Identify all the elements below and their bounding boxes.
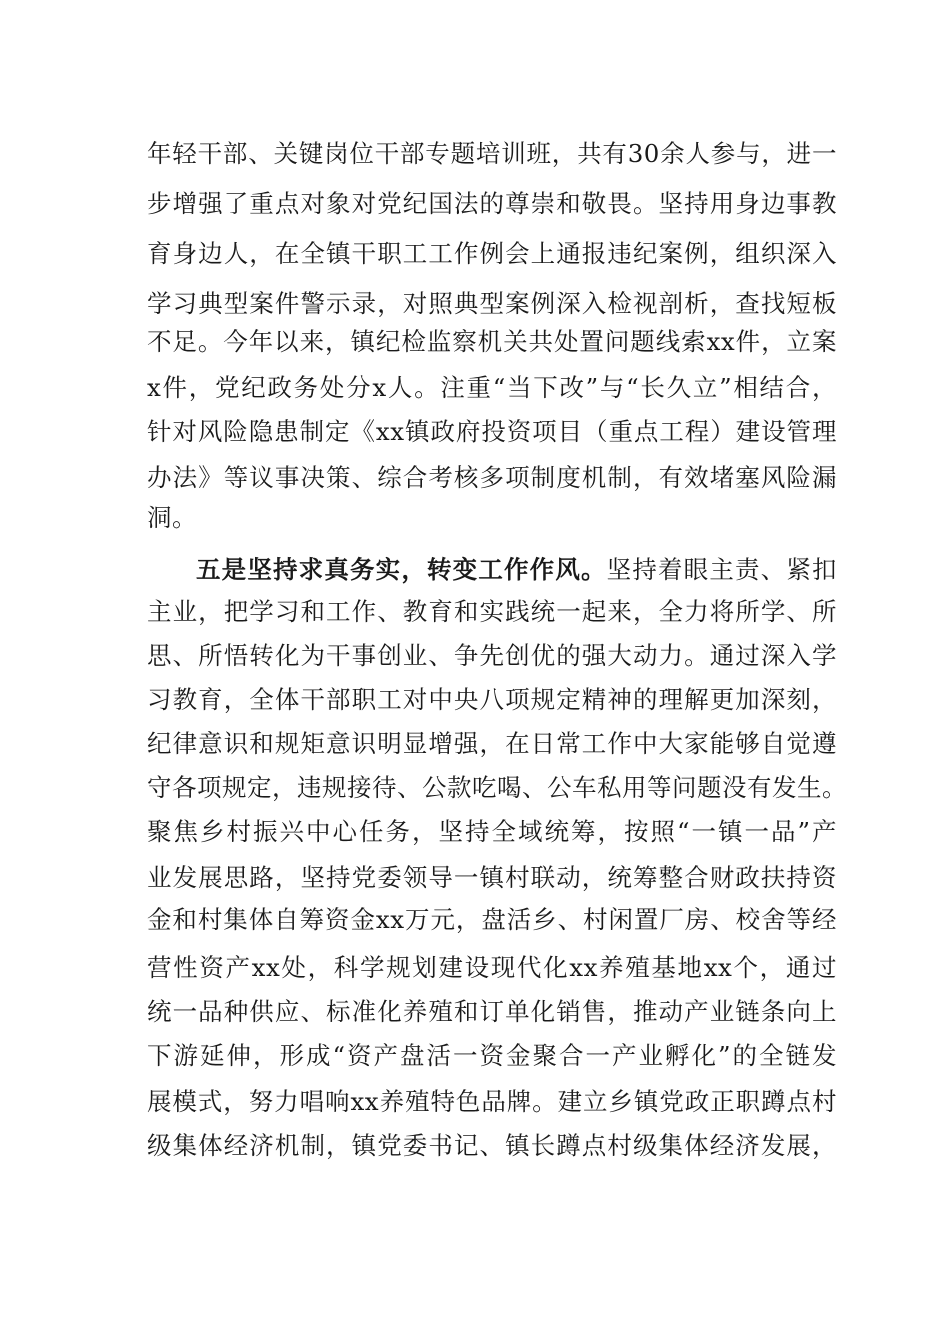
paragraph-1-line-1: 年轻干部、关键岗位干部专题培训班，共有30余人参与，进一 (147, 139, 837, 168)
paragraph-1-line-8: 办法》等议事决策、综合考核多项制度机制，有效堵塞风险漏 (147, 463, 837, 492)
paragraph-2-line-5: 纪律意识和规矩意识明显增强，在日常工作中大家能够自觉遵 (147, 729, 837, 758)
paragraph-1-line-2: 步增强了重点对象对党纪国法的尊崇和敬畏。坚持用身边事教 (147, 189, 837, 218)
paragraph-2-line-6: 守各项规定，违规接待、公款吃喝、公车私用等问题没有发生。 (147, 773, 847, 802)
paragraph-2-line-8: 业发展思路，坚持党委领导一镇村联动，统筹整合财政扶持资 (147, 863, 837, 892)
paragraph-1-line-7: 针对风险隐患制定《xx镇政府投资项目（重点工程）建设管理 (147, 417, 837, 446)
paragraph-2-line-14: 级集体经济机制，镇党委书记、镇长蹲点村级集体经济发展， (147, 1131, 837, 1160)
paragraph-2-line-12: 下游延伸，形成“资产盘活一资金聚合一产业孵化”的全链发 (147, 1041, 837, 1070)
paragraph-1-line-9: 洞。 (147, 503, 197, 532)
paragraph-2-line-7: 聚焦乡村振兴中心任务，坚持全域统筹，按照“一镇一品”产 (147, 817, 837, 846)
paragraph-2-line-2: 主业，把学习和工作、教育和实践统一起来，全力将所学、所 (147, 597, 837, 626)
paragraph-1-line-3: 育身边人，在全镇干职工工作例会上通报违纪案例，组织深入 (147, 239, 837, 268)
paragraph-1-line-4: 学习典型案件警示录，对照典型案例深入检视剖析，查找短板 (147, 289, 837, 318)
paragraph-2-line-11: 统一品种供应、标准化养殖和订单化销售，推动产业链条向上 (147, 997, 837, 1026)
paragraph-2-line-10: 营性资产xx处，科学规划建设现代化xx养殖基地xx个，通过 (147, 953, 837, 982)
paragraph-2-line-1 (196, 548, 837, 592)
paragraph-2-line-1-text: 坚持着眼主责、紧扣 (606, 555, 838, 584)
paragraph-1-line-5: 不足。今年以来，镇纪检监察机关共处置问题线索xx件，立案 (147, 327, 837, 356)
paragraph-2-line-13: 展模式，努力唱响xx养殖特色品牌。建立乡镇党政正职蹲点村 (147, 1087, 837, 1116)
paragraph-1-line-6: x件，党纪政务处分x人。注重“当下改”与“长久立”相结合， (147, 373, 837, 402)
paragraph-2-line-9: 金和村集体自筹资金xx万元，盘活乡、村闲置厂房、校舍等经 (147, 905, 837, 934)
paragraph-2-line-4: 习教育，全体干部职工对中央八项规定精神的理解更加深刻， (147, 685, 837, 714)
paragraph-2-line-3: 思、所悟转化为干事创业、争先创优的强大动力。通过深入学 (147, 641, 837, 670)
paragraph-2-lead-heading: 五是坚持求真务实，转变工作作风。 (196, 555, 607, 584)
